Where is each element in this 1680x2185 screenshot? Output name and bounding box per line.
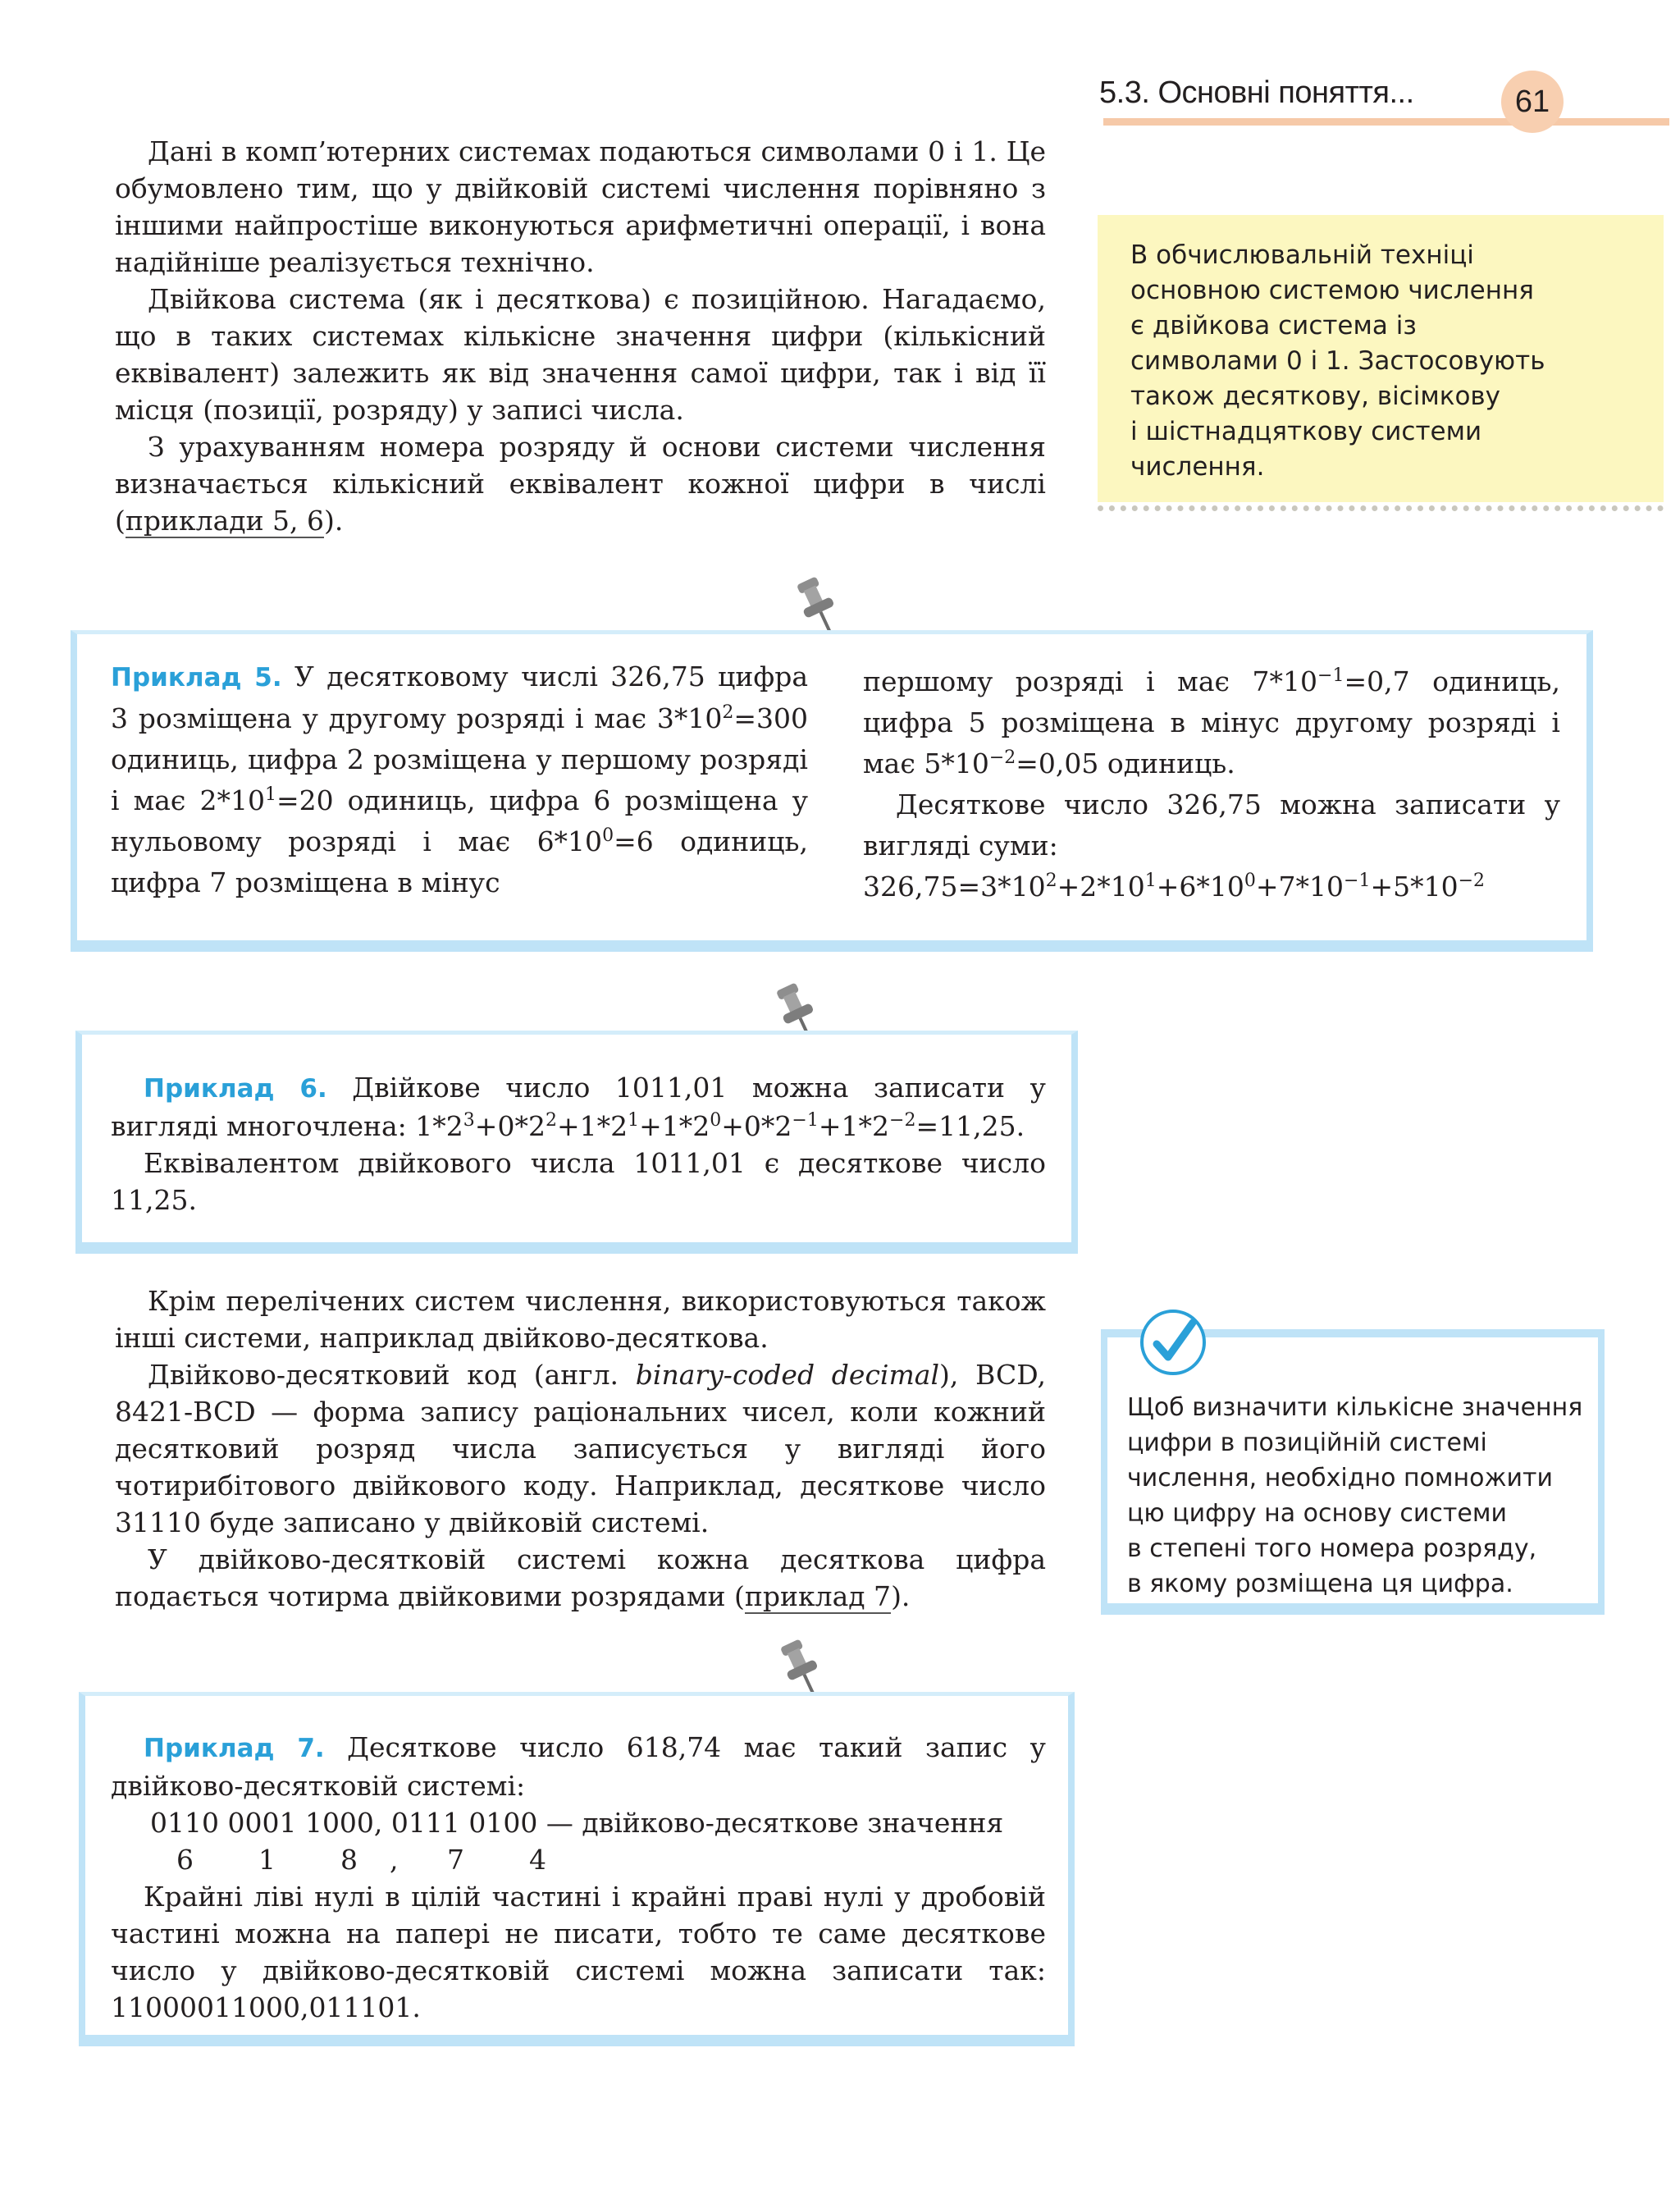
formula-exponent: 0 (710, 1110, 722, 1131)
example-7-conclusion: Крайні ліві нулі в цілій частині і крайні праві нулі у дробовій частині можна на папері не писати, тобто те саме десяткове число у двійково-десятковій системі можна записати так: 11000011000,011101. (111, 1881, 1046, 2023)
side-note-line: символами 0 і 1. Застосовують (1130, 346, 1545, 376)
decimal-digit: 4 (529, 1844, 546, 1876)
example-5-right-column: першому розряді і має $7*10^{-1}=0,7$ одиниць, цифра 5 розміщена в мінус другому розряді і має $5*10^{-2}=0,05$ одиниць. Десяткове число 326,75 можна записати у вигляді суми: $326,75=3*10^2+2*10^1+6*10^0+7*10^{-1}+5*10^{-2}$ (863, 661, 1560, 907)
rule-note-line: в степені того номера розряду, (1127, 1534, 1537, 1563)
intro-paragraph-1: Дані в комп’ютерних системах подаються символами 0 і 1. Це обумовлено тим, що у двійковій системі числення порівняно з іншими найпростіше виконуються арифметичні операції, і вона надійніше реалізується технічно. (115, 135, 1046, 278)
rule-note-line: Щоб визначити кількісне значення (1127, 1393, 1583, 1422)
formula-exponent: −2 (889, 1110, 916, 1131)
page-number: 61 (1501, 71, 1564, 133)
example-7-link[interactable]: приклад 7 (744, 1580, 892, 1612)
middle-paragraph-1: Крім перелічених систем числення, використовуються також інші системи, наприклад двійково-десяткова. (115, 1285, 1046, 1354)
rule-note-line: числення, необхідно помножити (1127, 1464, 1554, 1492)
decimal-digit: 7 (447, 1844, 464, 1876)
formula-exponent: 1 (1144, 871, 1157, 891)
intro-paragraph-3: З урахуванням номера розряду й основи системи числення визначається кількісний еквівалент кожної цифри в числі (приклади 5, 6). (115, 431, 1046, 537)
example-7-digits (111, 1841, 1046, 1878)
examples-link[interactable]: приклади 5, 6 (125, 505, 325, 537)
side-note-line: числення. (1130, 452, 1265, 482)
formula-exponent: −1 (1344, 871, 1371, 891)
intro-text (115, 133, 1046, 539)
example-5-sum-intro: Десяткове число 326,75 можна записати у вигляді суми: (863, 789, 1560, 862)
formula-term: +2*10 (1057, 871, 1145, 903)
formula-term: 1*2 (415, 1110, 463, 1142)
formula-term: +5*10 (1370, 871, 1459, 903)
formula-exponent: 3 (463, 1110, 475, 1131)
example-6-label: Приклад 6. (144, 1074, 327, 1104)
formula-term: +7*10 (1255, 871, 1344, 903)
decimal-digit: , (390, 1844, 399, 1876)
rule-note-line: цю цифру на основу системи (1127, 1499, 1507, 1528)
rule-note-line: цифри в позиційній системі (1127, 1428, 1487, 1457)
formula-term: +6*10 (1156, 871, 1244, 903)
decimal-digit: 1 (258, 1844, 276, 1876)
side-note-line: також десяткову, вісімкову (1130, 382, 1501, 411)
dotted-divider (1098, 505, 1664, 511)
side-note-text (1130, 238, 1623, 485)
formula-term: +1*2 (639, 1110, 710, 1142)
middle-paragraph-2: Двійково-десятковий код (англ. binary-coded decimal), BCD, 8421-BCD — форма запису раціональних чисел, коли кожний десятковий розряд числа записується у вигляді його чотирибітового двійкового коду. Наприклад, десяткове число 31110 буде записано у двійковій системі. (115, 1359, 1046, 1538)
side-note-line: є двійкова система із (1130, 311, 1417, 341)
formula-exponent: 1 (628, 1110, 640, 1131)
section-title: 5.3. Основні поняття... (1099, 75, 1414, 110)
decimal-digit: 8 (340, 1844, 358, 1876)
example-7-binary-line: 0110 0001 1000, 0111 0100 — двійково-десяткове значення (150, 1807, 1004, 1839)
formula-term: +1*2 (556, 1110, 628, 1142)
intro-paragraph-2: Двійкова система (як і десяткова) є позиційною. Нагадаємо, що в таких системах кількісне значення цифри (кількісний еквівалент) залежить як від значення самої цифри, так і від її місця (позиції, розряду) у записі числа. (115, 283, 1046, 426)
side-note-line: В обчислювальній техніці (1130, 240, 1474, 270)
decimal-digit: 6 (176, 1844, 194, 1876)
formula-term: +1*2 (818, 1110, 890, 1142)
middle-paragraph-3: У двійково-десятковій системі кожна десяткова цифра подається чотирма двійковими розрядами (приклад 7). (115, 1543, 1046, 1612)
formula-exponent: −2 (1458, 871, 1486, 891)
example-5-left-column: Приклад 5. У десятковому числі 326,75 цифра 3 розміщена у другому розряді і має $3*10^2=300$ одиниць, цифра 2 розміщена у першому розряді і має $2*10^1=20$ одиниць, цифра 6 розміщена у нульовому розряді і має $6*10^0=6$ одиниць, цифра 7 розміщена в мінус (111, 661, 809, 898)
formula-term: +0*2 (474, 1110, 546, 1142)
header-rule (1103, 118, 1669, 126)
example-6-polynomial (415, 1110, 915, 1142)
checkmark-icon (1139, 1308, 1208, 1377)
example-5-label: Приклад 5. (111, 663, 282, 693)
side-note-line: і шістнадцяткову системи (1130, 417, 1482, 446)
example-6-text: Приклад 6. Двійкове число 1011,01 можна записати у вигляді многочлена: $1*2^3+0*2^2+1*2^1+1*2^0+0*2^{-1}+1*2^{-2}=11,25$. Еквівалентом двійкового числа 1011,01 є десяткове число 11,25. (111, 1072, 1046, 1216)
formula-exponent: −1 (792, 1110, 819, 1131)
formula-exponent: 2 (545, 1110, 557, 1131)
rule-note-line: в якому розміщена ця цифра. (1127, 1570, 1513, 1598)
middle-text (115, 1282, 1046, 1615)
side-note-line: основною системою числення (1130, 276, 1534, 305)
example-5-sum-formula: $326,75=3*10^2+2*10^1+6*10^0+7*10^{-1}+5*10^{-2}$ (863, 871, 1486, 903)
formula-term: +0*2 (721, 1110, 792, 1142)
formula-exponent: 0 (1244, 871, 1256, 891)
side-note (1098, 215, 1664, 502)
example-7-text: Приклад 7. Десяткове число 618,74 має такий запис у двійково-десятковій системі: 0110 0001 1000, 0111 0100 — двійково-десяткове значення 6 1 8 , 7 4 Крайні ліві нулі в цілій частині і крайні праві нулі у дробовій частині можна на папері не писати, тобто те саме десяткове число у двійково-десятковій системі можна записати так: 11000011000,011101. (111, 1729, 1046, 2026)
example-7-label: Приклад 7. (144, 1734, 325, 1763)
formula-exponent: 2 (1045, 871, 1057, 891)
rule-note-text (1127, 1390, 1595, 1602)
